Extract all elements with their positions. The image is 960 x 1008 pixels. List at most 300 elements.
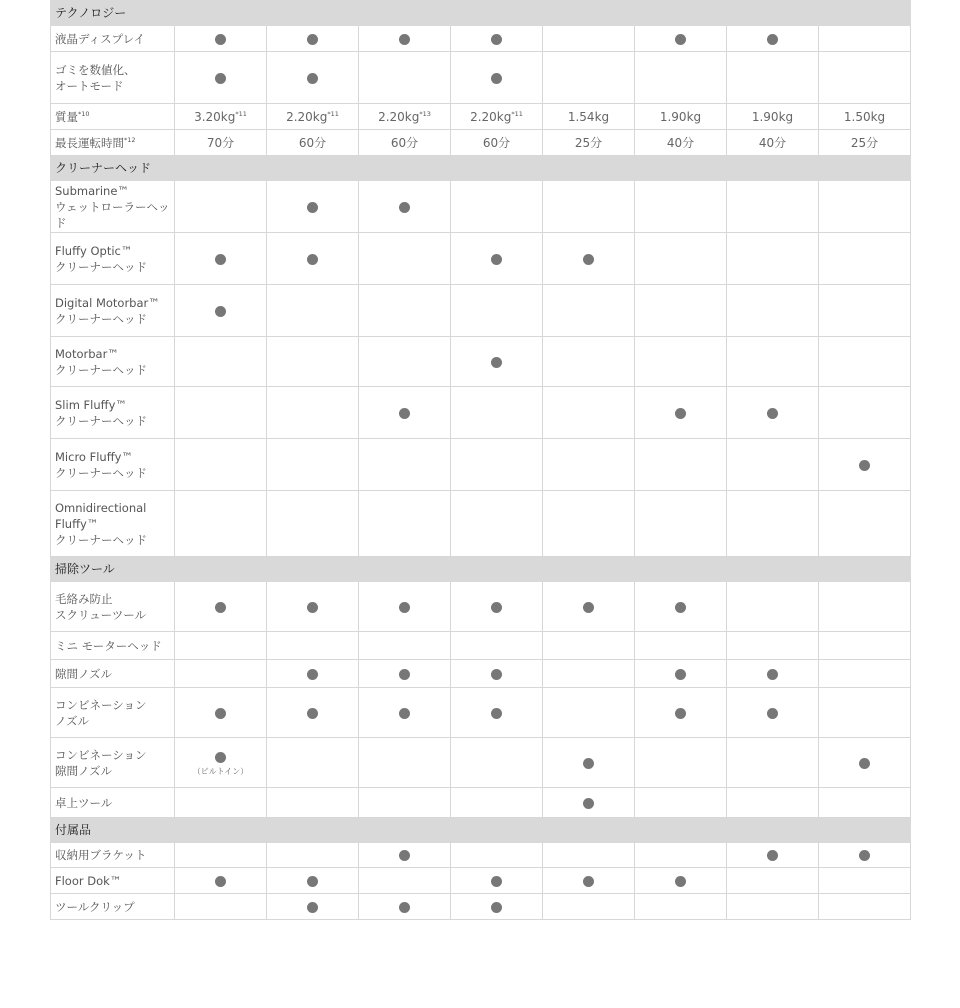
table-cell <box>819 894 911 920</box>
table-cell <box>175 26 267 52</box>
included-dot-icon <box>767 850 778 861</box>
row-label <box>51 130 175 156</box>
table-cell <box>543 491 635 557</box>
included-dot-icon <box>767 34 778 45</box>
table-cell <box>451 868 543 894</box>
footnote-marker: *10 <box>78 109 90 118</box>
table-cell <box>819 660 911 688</box>
spec-table-body <box>51 1 911 920</box>
included-dot-icon <box>491 669 502 680</box>
included-dot-icon <box>307 708 318 719</box>
table-cell <box>359 130 451 156</box>
included-dot-icon <box>491 34 502 45</box>
table-cell <box>359 894 451 920</box>
table-cell <box>267 660 359 688</box>
table-cell <box>175 660 267 688</box>
table-cell <box>451 104 543 130</box>
table-cell <box>451 387 543 439</box>
table-row <box>51 52 911 104</box>
footnote-marker: *11 <box>235 109 247 118</box>
table-cell <box>819 337 911 387</box>
table-cell <box>267 233 359 285</box>
table-cell <box>635 660 727 688</box>
table-cell <box>267 491 359 557</box>
table-cell <box>175 181 267 233</box>
included-dot-icon <box>767 408 778 419</box>
table-cell <box>543 894 635 920</box>
table-row <box>51 26 911 52</box>
table-cell <box>635 843 727 868</box>
table-cell <box>543 738 635 788</box>
row-label-text: ツールクリップ <box>55 899 135 914</box>
table-row <box>51 843 911 868</box>
table-cell <box>267 52 359 104</box>
table-cell <box>727 181 819 233</box>
table-cell <box>359 337 451 387</box>
row-label-text: Submarine™ ウェットローラーヘッド <box>55 183 170 230</box>
table-cell <box>543 52 635 104</box>
included-dot-icon <box>307 876 318 887</box>
table-cell <box>635 439 727 491</box>
table-row <box>51 337 911 387</box>
included-dot-icon <box>583 254 594 265</box>
table-cell <box>543 26 635 52</box>
table-cell <box>359 582 451 632</box>
included-dot-icon <box>399 602 410 613</box>
table-cell <box>359 181 451 233</box>
included-dot-icon <box>399 669 410 680</box>
table-row <box>51 688 911 738</box>
table-cell <box>635 788 727 818</box>
included-dot-icon <box>307 602 318 613</box>
table-cell <box>175 337 267 387</box>
table-cell <box>819 387 911 439</box>
included-dot-icon <box>215 306 226 317</box>
table-cell <box>543 868 635 894</box>
table-cell <box>451 491 543 557</box>
table-row <box>51 582 911 632</box>
cell-value: 25分 <box>850 135 879 150</box>
table-cell <box>543 387 635 439</box>
table-cell <box>543 632 635 660</box>
section-header-row <box>51 557 911 582</box>
table-cell <box>451 738 543 788</box>
table-cell <box>359 233 451 285</box>
cell-value: 40分 <box>666 135 695 150</box>
table-cell <box>819 130 911 156</box>
row-label <box>51 788 175 818</box>
table-cell <box>543 439 635 491</box>
table-cell <box>543 233 635 285</box>
table-cell <box>175 387 267 439</box>
table-cell <box>543 688 635 738</box>
table-cell <box>451 337 543 387</box>
table-cell <box>819 26 911 52</box>
row-label <box>51 337 175 387</box>
table-cell <box>727 491 819 557</box>
table-cell <box>267 894 359 920</box>
table-cell <box>267 337 359 387</box>
table-cell <box>727 688 819 738</box>
cell-note: （ビルトイン） <box>192 766 249 776</box>
row-label <box>51 491 175 557</box>
included-dot-icon <box>215 876 226 887</box>
row-label-text: Micro Fluffy™ クリーナーヘッド <box>55 449 147 480</box>
table-cell <box>727 233 819 285</box>
table-cell <box>359 285 451 337</box>
table-cell <box>819 439 911 491</box>
included-dot-icon <box>491 708 502 719</box>
table-row <box>51 491 911 557</box>
table-cell <box>175 491 267 557</box>
table-cell <box>451 788 543 818</box>
table-cell <box>359 387 451 439</box>
table-cell <box>727 26 819 52</box>
table-row <box>51 181 911 233</box>
row-label <box>51 738 175 788</box>
cell-value: 60分 <box>482 135 511 150</box>
included-dot-icon <box>675 602 686 613</box>
table-cell <box>543 843 635 868</box>
section-title: 掃除ツール <box>51 557 911 582</box>
cell-value: 70分 <box>206 135 235 150</box>
table-cell <box>267 738 359 788</box>
table-row <box>51 868 911 894</box>
included-dot-icon <box>583 602 594 613</box>
table-cell <box>819 181 911 233</box>
included-dot-icon <box>767 669 778 680</box>
table-cell <box>819 688 911 738</box>
table-cell <box>727 843 819 868</box>
row-label-text: ゴミを数値化、 オートモード <box>55 62 136 93</box>
table-cell <box>359 439 451 491</box>
included-dot-icon <box>859 850 870 861</box>
table-cell <box>359 788 451 818</box>
row-label-text: 液晶ディスプレイ <box>55 31 146 46</box>
table-cell <box>175 52 267 104</box>
table-cell <box>727 337 819 387</box>
table-cell <box>635 104 727 130</box>
row-label-text: Motorbar™ クリーナーヘッド <box>55 346 147 377</box>
row-label <box>51 387 175 439</box>
included-dot-icon <box>215 602 226 613</box>
included-dot-icon <box>399 202 410 213</box>
table-cell <box>727 52 819 104</box>
included-dot-icon <box>675 408 686 419</box>
table-cell <box>819 491 911 557</box>
table-cell <box>175 439 267 491</box>
table-cell <box>267 582 359 632</box>
table-cell <box>451 233 543 285</box>
section-header-row <box>51 1 911 26</box>
row-label-text: コンビネーション ノズル <box>55 697 147 728</box>
table-cell <box>175 788 267 818</box>
table-cell <box>543 130 635 156</box>
table-cell <box>819 788 911 818</box>
included-dot-icon <box>583 758 594 769</box>
table-cell <box>819 104 911 130</box>
table-cell <box>267 688 359 738</box>
table-cell <box>543 660 635 688</box>
included-dot-icon <box>307 34 318 45</box>
included-dot-icon <box>399 708 410 719</box>
table-cell <box>543 582 635 632</box>
row-label <box>51 439 175 491</box>
row-label <box>51 52 175 104</box>
row-label <box>51 660 175 688</box>
table-cell <box>451 26 543 52</box>
included-dot-icon <box>307 669 318 680</box>
table-row <box>51 285 911 337</box>
table-cell <box>175 285 267 337</box>
table-cell <box>727 130 819 156</box>
row-label-text: 収納用ブラケット <box>55 848 147 862</box>
included-dot-icon <box>307 902 318 913</box>
included-dot-icon <box>215 254 226 265</box>
table-cell <box>451 843 543 868</box>
table-cell <box>175 843 267 868</box>
table-cell <box>359 491 451 557</box>
included-dot-icon <box>491 876 502 887</box>
table-cell <box>727 285 819 337</box>
table-cell <box>175 104 267 130</box>
table-cell <box>543 337 635 387</box>
table-cell <box>359 104 451 130</box>
table-cell <box>451 894 543 920</box>
row-label <box>51 181 175 233</box>
row-label-text: Floor Dok™ <box>55 873 122 888</box>
table-cell <box>451 285 543 337</box>
table-cell <box>543 788 635 818</box>
table-cell <box>451 439 543 491</box>
table-cell <box>175 894 267 920</box>
table-cell <box>727 660 819 688</box>
table-cell <box>451 582 543 632</box>
cell-value: 1.90kg <box>751 109 794 124</box>
included-dot-icon <box>491 902 502 913</box>
table-cell <box>451 52 543 104</box>
included-dot-icon <box>215 752 226 763</box>
table-cell <box>727 788 819 818</box>
included-dot-icon <box>307 254 318 265</box>
row-label-text: Omnidirectional Fluffy™ クリーナーヘッド <box>55 500 147 547</box>
row-label-text: 最長運転時間 <box>55 135 124 150</box>
table-cell <box>635 738 727 788</box>
cell-value: 2.20kg <box>470 109 512 124</box>
table-row <box>51 738 911 788</box>
table-cell <box>819 582 911 632</box>
included-dot-icon <box>215 73 226 84</box>
table-cell <box>635 181 727 233</box>
table-cell <box>267 788 359 818</box>
table-cell <box>359 660 451 688</box>
cell-value: 2.20kg <box>286 109 328 124</box>
table-row <box>51 660 911 688</box>
table-row <box>51 439 911 491</box>
included-dot-icon <box>491 73 502 84</box>
table-row <box>51 788 911 818</box>
row-label-text: コンビネーション 隙間ノズル <box>55 747 147 778</box>
table-cell <box>175 868 267 894</box>
table-cell <box>635 26 727 52</box>
table-cell <box>543 104 635 130</box>
included-dot-icon <box>491 602 502 613</box>
table-cell <box>635 130 727 156</box>
footnote-marker: *13 <box>419 109 431 118</box>
table-cell <box>635 688 727 738</box>
table-cell <box>819 843 911 868</box>
included-dot-icon <box>399 850 410 861</box>
table-cell <box>175 233 267 285</box>
table-cell <box>635 868 727 894</box>
table-cell <box>543 181 635 233</box>
included-dot-icon <box>215 708 226 719</box>
included-dot-icon <box>859 758 870 769</box>
cell-value: 2.20kg <box>378 109 420 124</box>
table-cell <box>175 130 267 156</box>
row-label-text: 隙間ノズル <box>55 666 113 681</box>
footnote-marker: *11 <box>327 109 339 118</box>
table-cell <box>267 439 359 491</box>
row-label <box>51 632 175 660</box>
table-cell <box>451 660 543 688</box>
included-dot-icon <box>583 798 594 809</box>
included-dot-icon <box>399 902 410 913</box>
row-label <box>51 894 175 920</box>
included-dot-icon <box>675 34 686 45</box>
table-cell <box>727 632 819 660</box>
table-cell <box>635 285 727 337</box>
table-cell <box>635 491 727 557</box>
table-cell <box>451 181 543 233</box>
table-cell <box>727 738 819 788</box>
row-label <box>51 868 175 894</box>
cell-value: 3.20kg <box>194 109 236 124</box>
row-label-text: 質量 <box>55 109 78 124</box>
row-label-text: Slim Fluffy™ クリーナーヘッド <box>55 397 147 428</box>
row-label <box>51 104 175 130</box>
table-cell <box>359 843 451 868</box>
row-label-text: Fluffy Optic™ クリーナーヘッド <box>55 243 147 274</box>
table-cell <box>727 868 819 894</box>
table-cell <box>451 632 543 660</box>
cell-value: 60分 <box>298 135 327 150</box>
table-cell <box>267 868 359 894</box>
row-label-text: 毛絡み防止 スクリューツール <box>55 591 146 622</box>
row-label <box>51 26 175 52</box>
table-cell <box>267 181 359 233</box>
table-cell <box>359 632 451 660</box>
included-dot-icon <box>491 254 502 265</box>
included-dot-icon <box>767 708 778 719</box>
table-cell <box>175 688 267 738</box>
cell-value: 25分 <box>574 135 603 150</box>
included-dot-icon <box>399 34 410 45</box>
table-row <box>51 387 911 439</box>
included-dot-icon <box>859 460 870 471</box>
table-cell <box>635 52 727 104</box>
table-cell <box>175 582 267 632</box>
table-cell <box>267 130 359 156</box>
section-header-row <box>51 156 911 181</box>
table-cell <box>819 52 911 104</box>
row-label-text: ミニ モーターヘッド <box>55 638 162 653</box>
table-cell <box>819 868 911 894</box>
included-dot-icon <box>675 708 686 719</box>
included-dot-icon <box>307 73 318 84</box>
table-cell <box>451 130 543 156</box>
footnote-marker: *11 <box>511 109 523 118</box>
table-cell <box>819 738 911 788</box>
row-label-text: 卓上ツール <box>55 795 113 810</box>
table-cell <box>727 894 819 920</box>
table-cell <box>635 387 727 439</box>
table-cell <box>359 26 451 52</box>
table-cell <box>267 843 359 868</box>
table-cell <box>267 387 359 439</box>
section-title: クリーナーヘッド <box>51 156 911 181</box>
row-label <box>51 285 175 337</box>
included-dot-icon <box>215 34 226 45</box>
table-cell <box>819 285 911 337</box>
cell-value: 1.50kg <box>843 109 886 124</box>
cell-value: 1.54kg <box>567 109 610 124</box>
table-cell <box>359 688 451 738</box>
included-dot-icon <box>491 357 502 368</box>
table-cell <box>359 738 451 788</box>
row-label-text: Digital Motorbar™ クリーナーヘッド <box>55 295 160 326</box>
included-dot-icon <box>675 876 686 887</box>
table-cell <box>727 104 819 130</box>
section-header-row <box>51 818 911 843</box>
row-label <box>51 233 175 285</box>
table-cell <box>635 582 727 632</box>
table-row <box>51 130 911 156</box>
cell-value: 60分 <box>390 135 419 150</box>
table-cell <box>543 285 635 337</box>
table-cell <box>819 632 911 660</box>
table-cell <box>635 337 727 387</box>
table-row <box>51 894 911 920</box>
table-cell <box>359 868 451 894</box>
row-label <box>51 843 175 868</box>
cell-value: 40分 <box>758 135 787 150</box>
table-cell <box>267 26 359 52</box>
table-row <box>51 233 911 285</box>
table-cell <box>727 387 819 439</box>
table-cell <box>819 233 911 285</box>
included-dot-icon <box>307 202 318 213</box>
table-row <box>51 632 911 660</box>
table-cell <box>359 52 451 104</box>
table-cell <box>451 688 543 738</box>
spec-comparison-table <box>50 0 911 920</box>
section-title: 付属品 <box>51 818 911 843</box>
table-cell <box>635 894 727 920</box>
included-dot-icon <box>399 408 410 419</box>
table-cell <box>635 233 727 285</box>
row-label <box>51 582 175 632</box>
table-cell <box>267 285 359 337</box>
included-dot-icon <box>675 669 686 680</box>
table-cell <box>267 104 359 130</box>
table-cell <box>727 439 819 491</box>
table-cell <box>175 632 267 660</box>
table-row <box>51 104 911 130</box>
included-dot-icon <box>583 876 594 887</box>
section-title: テクノロジー <box>51 1 911 26</box>
footnote-marker: *12 <box>124 135 136 144</box>
